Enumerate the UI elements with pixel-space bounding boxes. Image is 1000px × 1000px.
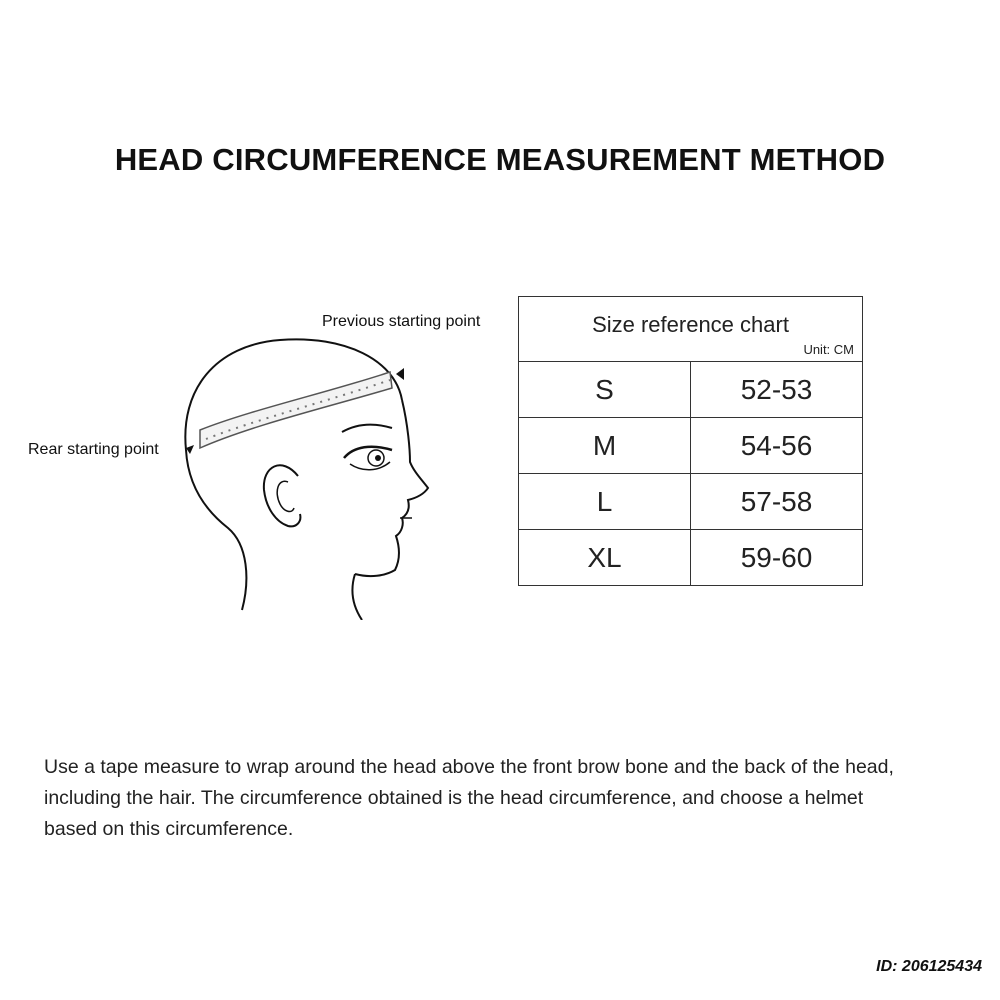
image-id-label: ID: 206125434 — [876, 958, 982, 975]
range-cell: 52-53 — [691, 362, 863, 418]
neck-back — [186, 450, 246, 610]
head-illustration — [0, 300, 520, 620]
size-cell: L — [519, 474, 691, 530]
rear-starting-point-label: Rear starting point — [28, 441, 159, 458]
size-reference-table — [518, 296, 863, 586]
pupil — [375, 455, 381, 461]
table-row — [519, 530, 863, 586]
table-row — [519, 474, 863, 530]
size-cell: XL — [519, 530, 691, 586]
size-cell: M — [519, 418, 691, 474]
instructions-line: Use a tape measure to wrap around the head above the front brow bone and the back of the head, — [44, 756, 894, 778]
size-cell: S — [519, 362, 691, 418]
chart-title: Size reference chart — [592, 312, 789, 337]
table-header-row — [519, 297, 863, 362]
range-cell: 54-56 — [691, 418, 863, 474]
range-cell: 59-60 — [691, 530, 863, 586]
table-header — [519, 297, 863, 362]
previous-start-marker — [396, 368, 404, 380]
face-profile — [355, 400, 428, 576]
neck-front — [352, 574, 362, 620]
instructions-text — [44, 752, 974, 845]
table-row — [519, 362, 863, 418]
instructions-line: based on this circumference. — [44, 818, 294, 840]
rear-start-marker — [186, 445, 194, 454]
unit-label: Unit: CM — [803, 342, 854, 357]
ear-inner — [277, 481, 294, 511]
previous-starting-point-label: Previous starting point — [322, 313, 481, 330]
measuring-tape — [200, 372, 392, 448]
eyebrow — [342, 425, 392, 432]
page-title: HEAD CIRCUMFERENCE MEASUREMENT METHOD — [114, 142, 886, 177]
instructions-line: including the hair. The circumference obtained is the head circumference, and choose a helmet — [44, 787, 864, 809]
ear — [264, 465, 301, 526]
table-row — [519, 418, 863, 474]
range-cell: 57-58 — [691, 474, 863, 530]
